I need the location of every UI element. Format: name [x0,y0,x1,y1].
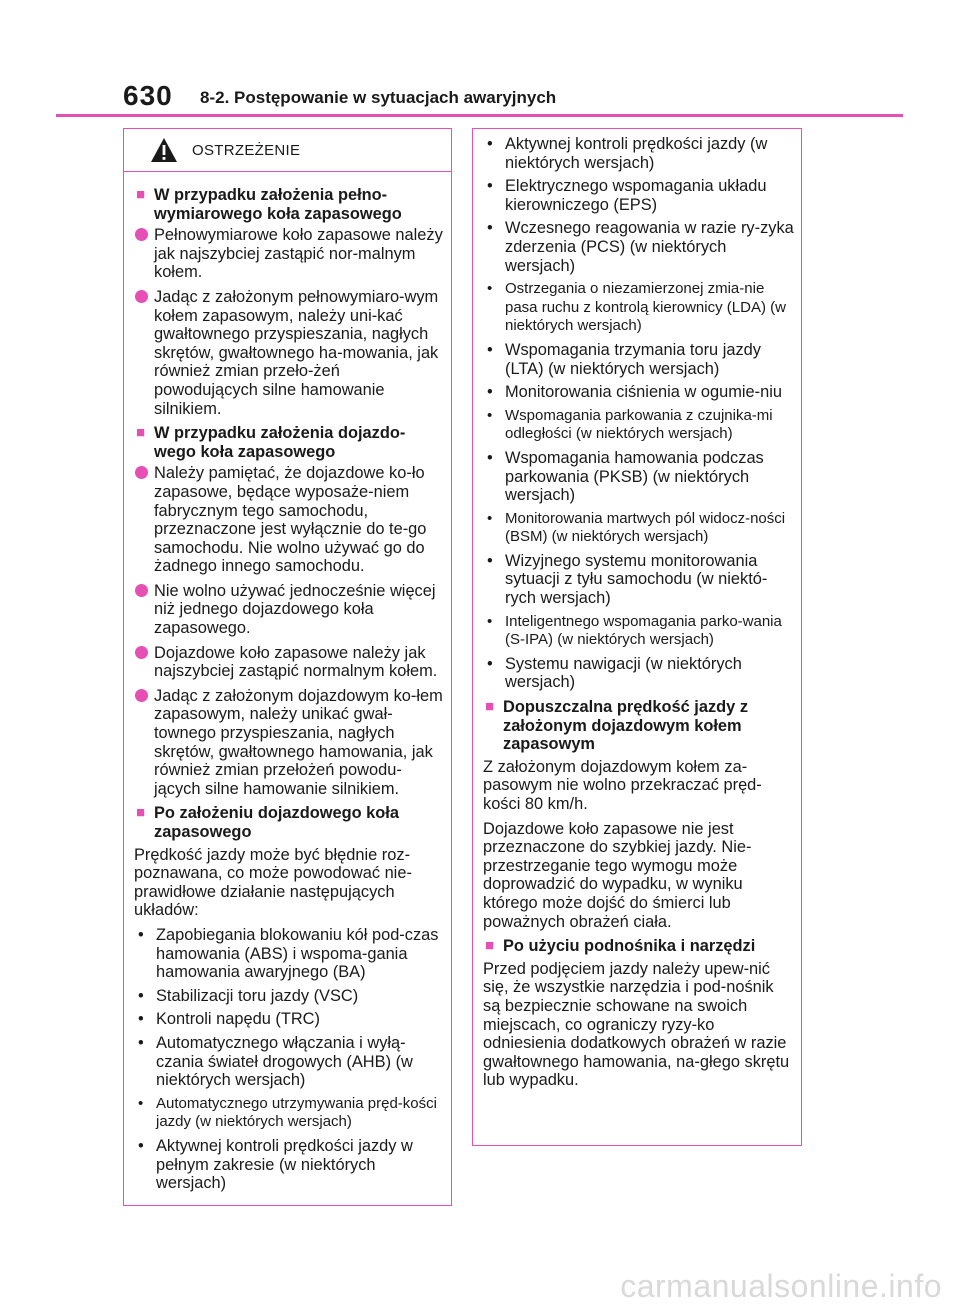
paragraph: Prędkość jazdy może być błędnie roz-poznawana, co może powodować nie-prawidłowe działanie następujących układów: [134,845,412,920]
system-list-item: • Wspomagania trzymania toru jazdy (LTA) (w niektórych wersjach) [483,341,795,378]
section-title: 8-2. Postępowanie w sytuacjach awaryjnych [200,88,557,107]
page-header [0,0,960,118]
warning-item: Jadąc z założonym dojazdowym ko-łem zapasowym, należy unikać gwał-townego przyspieszania, nagłych skrętów, gwałtownego hamowania, jak również zmian przełożeń powodu-jących silne hamowanie silnikiem. [134,687,445,799]
system-list-item: • Wczesnego reagowania w razie ry-zyka zderzenia (PCS) (w niektórych wersjach) [483,219,795,275]
warning-item: Nie wolno używać jednocześnie więcej niż jednego dojazdowego koła zapasowego. [134,582,445,638]
system-list-item: • Automatycznego włączania i wyłą-czania świateł drogowych (AHB) (w niektórych wersjach) [134,1034,445,1090]
system-list-item: • Monitorowania martwych pól widocz-ności (BSM) (w niektórych wersjach) [483,510,795,547]
subheading-compact-spare: ■ W przypadku założenia dojazdo-wego koła zapasowego [134,424,445,461]
warning-item: Pełnowymiarowe koło zapasowe należy jak najszybciej zastąpić nor-malnym kołem. [134,226,445,282]
warning-box [123,128,452,1206]
system-list-item: • Elektrycznego wspomagania układu kierowniczego (EPS) [483,177,795,214]
system-list-item: • Wspomagania hamowania podczas parkowania (PKSB) (w niektórych wersjach) [483,449,795,505]
header-divider [56,114,903,117]
warning-triangle-icon [150,137,178,163]
system-list-item: • Aktywnej kontroli prędkości jazdy w pełnym zakresie (w niektórych wersjach) [134,1137,445,1193]
system-list-item: • Wspomagania parkowania z czujnika-mi odległości (w niektórych wersjach) [483,407,795,444]
system-list-item: • Automatycznego utrzymywania pręd-kości jazdy (w niektórych wersjach) [134,1095,445,1132]
system-list-item: • Systemu nawigacji (w niektórych wersjach) [483,655,795,692]
paragraph: Z założonym dojazdowym kołem za-pasowym nie wolno przekraczać pręd-kości 80 km/h. [483,757,762,813]
system-list-item: • Aktywnej kontroli prędkości jazdy (w niektórych wersjach) [483,135,795,172]
warning-title: OSTRZEŻENIE [192,141,301,159]
warning-item: Należy pamiętać, że dojazdowe ko-ło zapasowe, będące wyposaże-niem fabrycznym tego samochodu, przeznaczone jest wyłącznie do te-go samochodu. Nie wolno używać go do żadnego innego samochodu. [134,464,445,576]
warning-item: Dojazdowe koło zapasowe należy jak najszybciej zastąpić normalnym kołem. [134,644,445,681]
system-list-item: • Kontroli napędu (TRC) [134,1010,445,1029]
page-number: 630 [123,80,173,111]
system-list-item: • Ostrzegania o niezamierzonej zmia-nie pasa ruchu z kontrolą kierownicy (LDA) (w niektórych wersjach) [483,280,795,336]
subheading-after-jack-use: ■ Po użyciu podnośnika i narzędzi [483,937,795,956]
paragraph: Przed podjęciem jazdy należy upew-nić się, że wszystkie narzędzia i pod-nośnik są bezpiecznie schowane na swoich miejscach, co ograniczy ryzy-ko odniesienia dodatkowych obrażeń w razie gwałtownego hamowania, na-głego skrętu lub wypadku. [483,959,790,1090]
system-list-item: • Monitorowania ciśnienia w ogumie-niu [483,383,795,402]
subheading-full-size-spare: ■ W przypadku założenia pełno-wymiarowego koła zapasowego [134,186,445,223]
system-list-item: • Wizyjnego systemu monitorowania sytuacji z tyłu samochodu (w niektó-rych wersjach) [483,552,795,608]
warning-item: Jadąc z założonym pełnowymiaro-wym kołem zapasowym, należy uni-kać gwałtownego przyspieszania, nagłych skrętów, gwałtownego ha-mowania, jak również zmian przeło-żeń powodujących silne hamowanie silnikiem. [134,288,445,418]
paragraph: Dojazdowe koło zapasowe nie jest przeznaczone do szybkiej jazdy. Nie-przestrzeganie tego wymogu może doprowadzić do wypadku, w wyniku którego może dojść do śmierci lub poważnych obrażeń ciała. [483,819,752,931]
warning-header [124,129,451,172]
system-list-item: • Inteligentnego wspomagania parko-wania (S-IPA) (w niektórych wersjach) [483,613,795,650]
warning-box-continued [472,128,802,1146]
system-list-item: • Stabilizacji toru jazdy (VSC) [134,987,445,1006]
subheading-after-installing-spare: ■ Po założeniu dojazdowego koła zapasowego [134,804,445,841]
watermark: carmanualsonline.info [620,1268,942,1304]
warning-content [124,172,451,1193]
system-list-item: • Zapobiegania blokowaniu kół pod-czas hamowania (ABS) i wspoma-gania hamowania awaryjnego (BA) [134,926,445,982]
warning-content-continued [473,129,801,1090]
subheading-speed-limit: ■ Dopuszczalna prędkość jazdy z założonym dojazdowym kołem zapasowym [483,698,795,754]
